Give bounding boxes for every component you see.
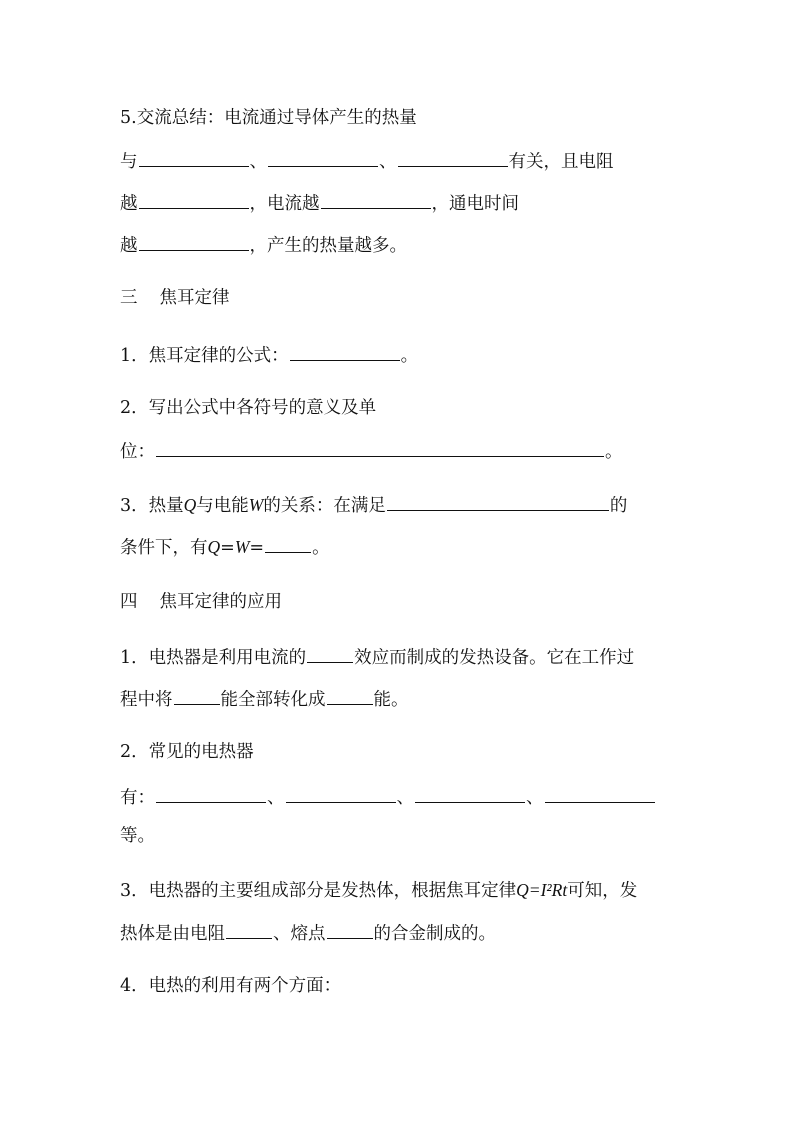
joule-formula: Q=I²Rt [516, 880, 568, 900]
question-text: 1．焦耳定律的公式： [120, 346, 289, 366]
question-formula [120, 342, 418, 368]
fill-blank[interactable] [545, 784, 655, 803]
question-text: 有： [120, 788, 155, 808]
question-heater-line-1 [120, 644, 634, 670]
separator: 、 [396, 788, 414, 808]
fill-blank[interactable] [156, 784, 266, 803]
section-heading-joule-law-application [120, 590, 282, 614]
equals-sign: = [249, 538, 265, 558]
question-text: 程中将 [120, 690, 173, 710]
variable-q: Q [207, 537, 221, 557]
summary-text: ，电流越 [249, 194, 320, 214]
separator: 、 [526, 788, 544, 808]
fill-blank[interactable] [286, 784, 396, 803]
question-heating-element-line-1 [120, 878, 637, 903]
question-heating-element-line-2 [120, 920, 496, 946]
fill-blank[interactable] [268, 148, 378, 167]
section-heading-joule-law [120, 286, 230, 310]
punctuation: 。 [605, 442, 623, 462]
fill-blank[interactable] [290, 342, 400, 361]
separator: 、 [267, 788, 285, 808]
summary-text: ，产生的热量越多。 [249, 236, 407, 256]
summary-text: 越 [120, 194, 138, 214]
fill-blank[interactable] [174, 686, 220, 705]
summary-line-4 [120, 232, 407, 258]
fill-blank[interactable] [265, 534, 311, 553]
summary-line-1 [120, 106, 417, 130]
question-text: 4．电热的利用有两个方面： [120, 976, 342, 996]
section-number: 四 [120, 592, 138, 612]
question-text: 的关系：在满足 [263, 496, 386, 516]
fill-blank[interactable] [139, 148, 249, 167]
question-symbols-line-1 [120, 396, 376, 420]
question-text: 3．电热器的主要组成部分是发热体，根据焦耳定律 [120, 881, 517, 901]
separator: 、 [249, 152, 267, 172]
fill-blank[interactable] [321, 190, 431, 209]
summary-text: ，通电时间 [431, 194, 519, 214]
question-text: 与电能 [196, 496, 249, 516]
summary-text: 与 [120, 152, 138, 172]
question-text: 可知，发 [567, 881, 638, 901]
question-text: 的合金制成的。 [373, 924, 496, 944]
section-title: 焦耳定律 [159, 288, 230, 308]
question-text: 条件下，有 [120, 538, 208, 558]
question-text: 位： [120, 442, 155, 462]
question-text: 、熔点 [273, 924, 326, 944]
question-symbols-line-2 [120, 438, 623, 464]
fill-blank[interactable] [307, 644, 353, 663]
summary-line-3 [120, 190, 519, 216]
question-common-heaters-line-2 [120, 784, 656, 810]
fill-blank[interactable] [327, 920, 373, 939]
question-common-heaters-line-3 [120, 824, 155, 848]
fill-blank[interactable] [226, 920, 272, 939]
question-common-heaters-line-1 [120, 740, 254, 764]
fill-blank[interactable] [387, 492, 609, 511]
section-title: 焦耳定律的应用 [159, 592, 282, 612]
variable-q: Q [183, 495, 197, 515]
question-text: 等。 [120, 826, 155, 846]
fill-blank[interactable] [156, 438, 604, 457]
fill-blank[interactable] [327, 686, 373, 705]
question-heater-line-2 [120, 686, 409, 712]
separator: 、 [379, 152, 397, 172]
punctuation: 。 [400, 346, 419, 366]
question-heat-energy-line-2 [120, 534, 330, 560]
summary-text: 越 [120, 236, 138, 256]
question-text: 的 [609, 496, 628, 516]
question-text: 热体是由电阻 [120, 924, 225, 944]
question-text: 1．电热器是利用电流的 [120, 648, 307, 668]
question-text: 能全部转化成 [220, 690, 326, 710]
variable-w: W [248, 495, 264, 515]
punctuation: 。 [312, 538, 330, 558]
equals-sign: = [220, 538, 235, 558]
summary-text: 5.交流总结：电流通过导体产生的热量 [120, 108, 417, 128]
question-text: 能。 [373, 690, 409, 710]
question-text: 效应而制成的发热设备。它在工作过 [354, 648, 635, 668]
fill-blank[interactable] [139, 232, 249, 251]
summary-line-2 [120, 148, 614, 174]
fill-blank[interactable] [415, 784, 525, 803]
variable-w: W [234, 537, 250, 557]
question-text: 2．写出公式中各符号的意义及单 [120, 398, 377, 418]
section-number: 三 [120, 288, 138, 308]
question-text: 3．热量 [120, 496, 184, 516]
fill-blank[interactable] [139, 190, 249, 209]
question-text: 2．常见的电热器 [120, 742, 254, 762]
fill-blank[interactable] [398, 148, 508, 167]
question-heat-uses [120, 974, 341, 998]
summary-text: 有关，且电阻 [508, 152, 614, 172]
question-heat-energy-line-1 [120, 492, 627, 518]
